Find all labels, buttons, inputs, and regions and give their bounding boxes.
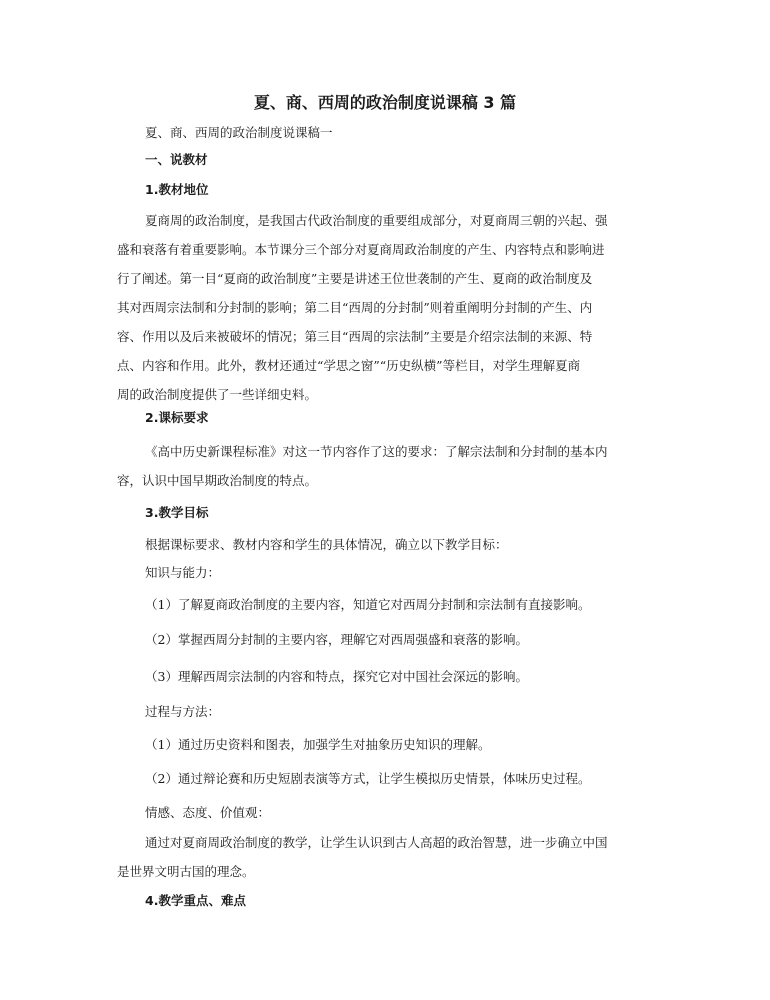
knowledge-item-3: （3）理解西周宗法制的内容和特点，探究它对中国社会深远的影响。	[145, 669, 528, 684]
method-item-2: （2）通过辩论赛和历史短剧表演等方式，让学生模拟历史情景，体味历史过程。	[145, 771, 591, 786]
paragraph-line: 点、内容和作用。此外，教材还通过“学思之窗”“历史纵横”等栏目，对学生理解夏商	[117, 358, 581, 373]
heading-curriculum-requirements: 2.课标要求	[145, 410, 209, 425]
label-emotion-attitude-values: 情感、态度、价值观：	[145, 805, 271, 820]
paragraph-line: 周的政治制度提供了一些详细史料。	[117, 387, 318, 402]
heading-textbook-position: 1.教材地位	[145, 182, 209, 197]
paragraph-line: 其对西周宗法制和分封制的影响；第二目“西周的分封制”则着重阐明分封制的产生、内	[117, 300, 593, 315]
heading-teaching-goals: 3.教学目标	[145, 505, 209, 520]
document-subtitle: 夏、商、西周的政治制度说课稿一	[145, 125, 333, 140]
paragraph-line: 容、作用以及后来被破坏的情况；第三目“西周的宗法制”主要是介绍宗法制的来源、特	[117, 329, 593, 344]
paragraph-textbook-position	[117, 213, 657, 416]
heading-key-difficult-points: 4.教学重点、难点	[145, 893, 246, 908]
goals-intro: 根据课标要求、教材内容和学生的具体情况，确立以下教学目标：	[145, 537, 508, 552]
paragraph-line: 夏商周的政治制度，是我国古代政治制度的重要组成部分，对夏商周三朝的兴起、强	[145, 213, 608, 228]
label-knowledge-ability: 知识与能力：	[145, 565, 221, 580]
paragraph-line: 容，认识中国早期政治制度的特点。	[117, 473, 318, 488]
paragraph-line: 是世界文明古国的理念。	[117, 864, 255, 879]
paragraph-line: 《高中历史新课程标准》对这一节内容作了这的要求：了解宗法制和分封制的基本内	[145, 444, 608, 459]
label-process-method: 过程与方法：	[145, 704, 221, 719]
paragraph-line: 盛和衰落有着重要影响。本节课分三个部分对夏商周政治制度的产生、内容特点和影响进	[117, 242, 605, 257]
section-heading-1: 一、说教材	[145, 152, 208, 167]
knowledge-item-2: （2）掌握西周分封制的主要内容，理解它对西周强盛和衰落的影响。	[145, 632, 528, 647]
knowledge-item-1: （1）了解夏商政治制度的主要内容，知道它对西周分封制和宗法制有直接影响。	[145, 597, 591, 612]
paragraph-line: 行了阐述。第一目“夏商的政治制度”主要是讲述王位世袭制的产生、夏商的政治制度及	[117, 271, 593, 286]
document-title: 夏、商、西周的政治制度说课稿 3 篇	[253, 93, 517, 112]
paragraph-line: 通过对夏商周政治制度的教学，让学生认识到古人高超的政治智慧，进一步确立中国	[145, 835, 608, 850]
paragraph-curriculum-requirements	[117, 444, 657, 502]
paragraph-emotion-goals	[117, 835, 657, 893]
method-item-1: （1）通过历史资料和图表，加强学生对抽象历史知识的理解。	[145, 737, 491, 752]
